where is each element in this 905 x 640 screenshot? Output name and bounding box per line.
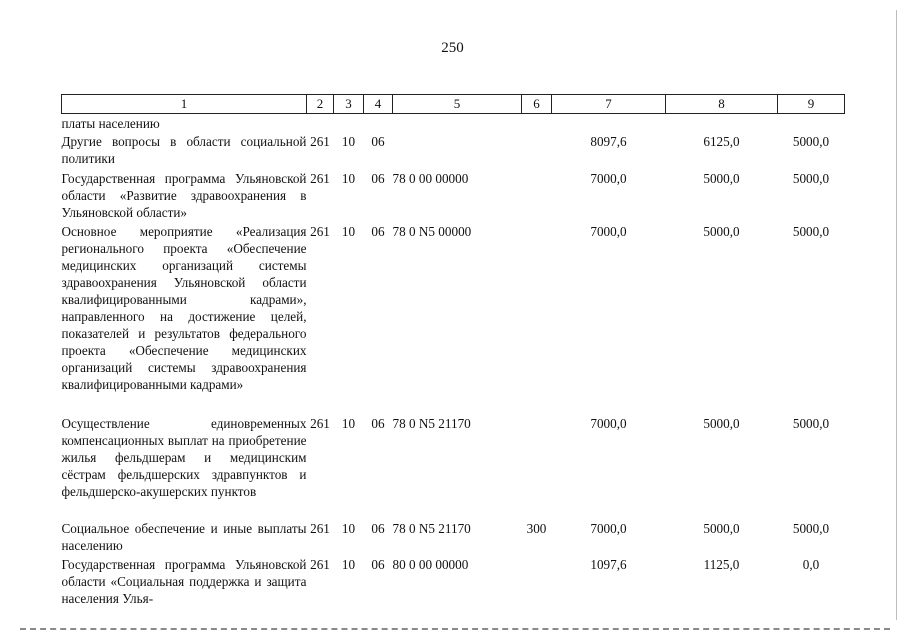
row-expense-type: 300 (526, 521, 547, 536)
column-header: 9 (778, 95, 845, 114)
row-grbs: 261 (310, 171, 330, 186)
row-value-1: 7000,0 (590, 224, 627, 239)
table-row (62, 519, 845, 555)
row-value-2: 5000,0 (703, 521, 740, 536)
row-subsection: 06 (371, 416, 385, 431)
scan-edge-right (896, 10, 897, 620)
row-expense-type (522, 222, 552, 414)
row-target-article: 78 0 N5 21170 (392, 416, 471, 431)
row-section: 10 (341, 224, 356, 239)
row-value-3: 5000,0 (792, 224, 830, 239)
row-target-article: 80 0 00 00000 (392, 557, 469, 572)
row-grbs: 261 (310, 416, 330, 431)
column-header: 7 (552, 95, 666, 114)
row-subsection: 06 (371, 521, 385, 536)
row-grbs: 261 (310, 557, 330, 572)
row-value-1: 7000,0 (590, 416, 627, 431)
column-header: 4 (364, 95, 393, 114)
row-value-3 (778, 114, 845, 133)
row-value-3: 0,0 (802, 557, 820, 572)
row-section: 10 (341, 171, 356, 186)
row-value-2 (666, 114, 778, 133)
row-target-article: 78 0 N5 00000 (392, 224, 472, 239)
row-value-3: 5000,0 (792, 416, 830, 431)
page-number: 250 (441, 40, 464, 56)
row-grbs (307, 114, 334, 133)
table-row (62, 169, 845, 222)
table-row (62, 222, 845, 414)
column-header: 5 (393, 95, 522, 114)
row-name: Государственная программа Ульяновской области «Развитие здравоохранения в Ульяновской области» (61, 171, 307, 220)
row-value-1: 8097,6 (590, 134, 627, 149)
row-subsection (364, 114, 393, 133)
row-name: Государственная программа Ульяновской области «Социальная поддержка и защита населения Улья- (61, 557, 307, 606)
row-section: 10 (341, 521, 356, 536)
row-target-article: 78 0 00 00000 (392, 171, 469, 186)
scan-edge-bottom (20, 628, 890, 630)
row-target-article (393, 132, 522, 169)
column-header: 2 (307, 95, 334, 114)
row-value-1: 7000,0 (590, 171, 627, 186)
row-expense-type (522, 414, 552, 519)
column-header: 8 (666, 95, 778, 114)
row-value-2: 5000,0 (703, 416, 740, 431)
row-section: 10 (341, 557, 356, 572)
budget-table (61, 94, 845, 608)
row-expense-type (522, 555, 552, 608)
row-expense-type (522, 114, 552, 133)
row-name: Социальное обеспечение и иные выплаты населению (61, 521, 307, 553)
row-value-2: 1125,0 (703, 557, 740, 572)
row-name: Осуществление единовременных компенсационных выплат на приобретение жилья фельдшерам и медицинским сёстрам фельдшерских здравпунктов и фельдшерско-акушерских пунктов (61, 416, 307, 499)
row-section (334, 114, 364, 133)
row-value-3: 5000,0 (792, 171, 830, 186)
row-grbs: 261 (310, 224, 330, 239)
row-value-2: 5000,0 (703, 224, 740, 239)
table-row (62, 555, 845, 608)
row-section: 10 (341, 416, 356, 431)
row-name: Другие вопросы в области социальной политики (61, 134, 307, 166)
row-section: 10 (341, 134, 356, 149)
row-target-article: 78 0 N5 21170 (392, 521, 471, 536)
row-subsection: 06 (371, 171, 385, 186)
row-value-3: 5000,0 (792, 521, 830, 536)
table-row (62, 132, 845, 169)
row-subsection: 06 (371, 134, 385, 149)
table-header-row (62, 95, 845, 114)
table-row (62, 414, 845, 519)
row-value-2: 6125,0 (703, 134, 740, 149)
row-name: Основное мероприятие «Реализация регионального проекта «Обеспечение медицинских организаций системы здравоохранения Ульяновской области квалифицированными кадрами», направленного на достижение целей, показателей и результатов федерального проекта «Обеспечение медицинских организаций системы здравоохранения квалифицированными кадрами» (61, 224, 307, 392)
table-row (62, 114, 845, 133)
row-grbs: 261 (310, 134, 330, 149)
row-value-2: 5000,0 (703, 171, 740, 186)
column-header: 3 (334, 95, 364, 114)
column-header: 6 (522, 95, 552, 114)
row-grbs: 261 (310, 521, 330, 536)
row-value-1: 7000,0 (590, 521, 627, 536)
row-value-1: 1097,6 (590, 557, 627, 572)
row-expense-type (522, 169, 552, 222)
row-name: платы населению (61, 116, 160, 131)
row-value-3: 5000,0 (792, 134, 830, 149)
row-subsection: 06 (371, 557, 385, 572)
column-header: 1 (62, 95, 307, 114)
row-target-article (393, 114, 522, 133)
row-value-1 (552, 114, 666, 133)
row-expense-type (522, 132, 552, 169)
row-subsection: 06 (371, 224, 385, 239)
